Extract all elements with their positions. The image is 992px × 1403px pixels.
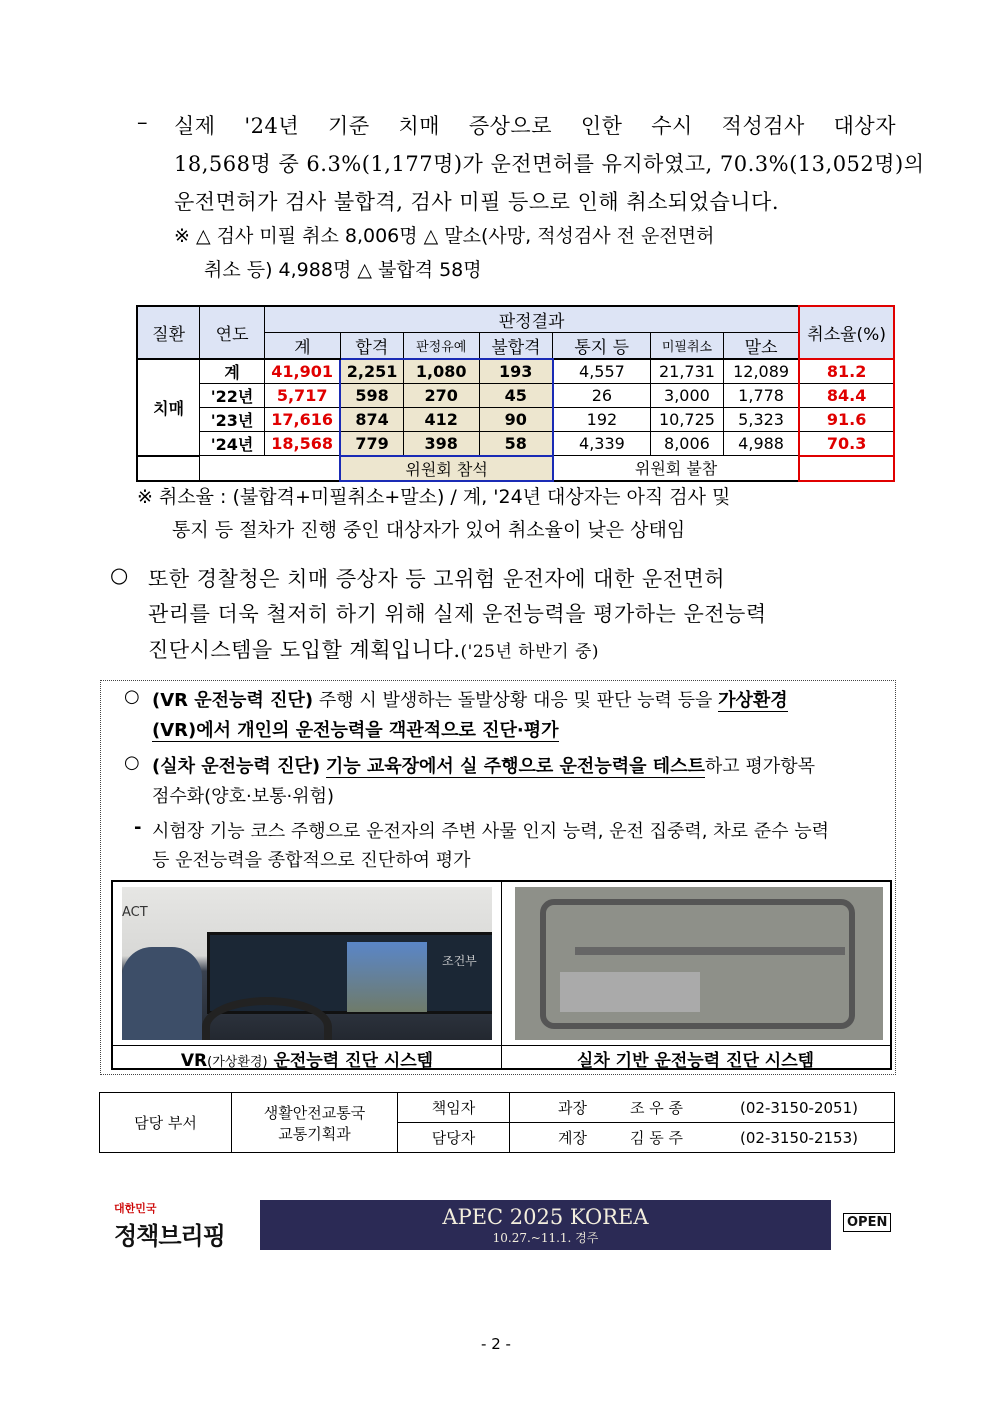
driving-course-aerial-photo	[515, 887, 883, 1040]
header-year: 연도	[200, 306, 265, 359]
logo-big-text: 정책브리핑	[114, 1222, 225, 1250]
para2-line-3: 진단시스템을 도입할 계획입니다.	[148, 638, 461, 662]
intro-note-1: ※ △ 검사 미필 취소 8,006명 △ 말소(사망, 적성검사 전 운전면허	[174, 225, 715, 247]
subheader-total: 계	[264, 333, 340, 360]
table-row	[137, 384, 894, 408]
photo-table	[111, 880, 892, 1070]
dept-bureau: 생활안전교통국	[263, 1103, 366, 1122]
value-cell: 412	[403, 408, 479, 432]
value-cell: 1,778	[723, 384, 799, 408]
contact-person	[510, 1123, 895, 1153]
real-car-text: 하고 평가항목	[704, 756, 815, 777]
value-cell: 4,988	[723, 432, 799, 456]
value-cell: 12,089	[723, 359, 799, 384]
vr-simulator-photo	[122, 887, 492, 1040]
logo-small-text: 대한민국	[114, 1202, 157, 1215]
value-cell: 598	[340, 384, 403, 408]
value-cell: 270	[403, 384, 479, 408]
detail-line-2: 등 운전능력을 종합적으로 진단하여 평가	[152, 850, 471, 871]
rate-cell: 81.2	[799, 359, 894, 384]
value-cell: 45	[479, 384, 553, 408]
year-cell: '24년	[200, 432, 265, 456]
detail-line-1: 시험장 기능 코스 주행으로 운전자의 주변 사물 인지 능력, 운전 집중력, 차로 준수 능력	[152, 821, 830, 842]
title: 계장	[558, 1129, 587, 1147]
para2-line-1: 또한 경찰청은 치매 증상자 등 고위험 운전자에 대한 운전면허	[148, 567, 726, 591]
disease-cell: 치매	[137, 359, 200, 456]
vr-underlined-1: 가상환경	[718, 690, 788, 711]
value-cell: 90	[479, 408, 553, 432]
intro-line-2: 18,568명 중 6.3%(1,177명)가 운전면허를 유지하였고, 70.3%(13,052명)의	[174, 152, 925, 176]
value-cell: 58	[479, 432, 553, 456]
year-cell: 계	[200, 359, 265, 384]
intro-line-3: 운전면허가 검사 불합격, 검사 미필 등으로 인해 취소되었습니다.	[174, 190, 780, 214]
value-cell: 398	[403, 432, 479, 456]
real-car-heading: (실차 운전능력 진단)	[152, 756, 321, 777]
subheader-pass: 합격	[340, 333, 403, 360]
caption-part: 운전능력 진단 시스템	[267, 1051, 434, 1071]
value-cell: 874	[340, 408, 403, 432]
header-rate: 취소율(%)	[799, 306, 894, 359]
vr-heading: (VR 운전능력 진단)	[152, 690, 314, 711]
banner-subtitle: 10.27.~11.1. 경주	[492, 1231, 599, 1245]
policy-briefing-logo	[114, 1200, 225, 1251]
value-cell: 3,000	[651, 384, 724, 408]
value-cell: 192	[553, 408, 651, 432]
table-row	[137, 408, 894, 432]
role: 책임자	[398, 1093, 510, 1123]
person-with-headset	[122, 947, 202, 1040]
intro-note-2: 취소 등) 4,988명 △ 불합격 58명	[204, 259, 482, 281]
value-cell: 26	[553, 384, 651, 408]
caption-part: VR	[180, 1051, 208, 1071]
value-cell: 17,616	[264, 408, 340, 432]
value-cell: 21,731	[651, 359, 724, 384]
value-cell: 5,717	[264, 384, 340, 408]
role: 담당자	[398, 1123, 510, 1153]
value-cell: 193	[479, 359, 553, 384]
dash-bullet: -	[134, 817, 142, 838]
intro-line-1: 실제 '24년 기준 치매 증상으로 인한 수시 적성검사 대상자	[174, 114, 896, 138]
footer-empty	[137, 456, 200, 481]
contact-person	[510, 1093, 895, 1123]
value-cell: 779	[340, 432, 403, 456]
sign-text: ACT	[122, 905, 148, 920]
real-car-caption: 실차 기반 운전능력 진단 시스템	[576, 1051, 815, 1071]
phone: (02-3150-2051)	[740, 1099, 858, 1117]
subheader-deferred: 판정유예	[403, 333, 479, 360]
circle-bullet: ○	[124, 686, 140, 707]
value-cell: 4,339	[553, 432, 651, 456]
page-number: - 2 -	[481, 1335, 511, 1353]
dept-division: 교통기획과	[278, 1124, 351, 1143]
real-car-underlined: 기능 교육장에서 실 주행으로 운전능력을 테스트	[325, 756, 705, 777]
subheader-fail: 불합격	[479, 333, 553, 360]
dementia-stats-table	[136, 305, 895, 482]
rate-cell: 84.4	[799, 384, 894, 408]
circle-bullet: ○	[110, 563, 129, 587]
dept-label: 담당 부서	[100, 1093, 232, 1153]
vr-underlined-2: (VR)에서 개인의 운전능력을 객관적으로 진단·평가	[152, 720, 559, 741]
column-divider	[501, 882, 502, 1068]
header-disease: 질환	[137, 306, 200, 359]
committee-absent: 위원회 불참	[553, 456, 799, 481]
value-cell: 8,006	[651, 432, 724, 456]
committee-attend: 위원회 참석	[340, 456, 552, 481]
table-note-2: 통지 등 절차가 진행 중인 대상자가 있어 취소율이 낮은 상태임	[172, 519, 686, 541]
value-cell: 18,568	[264, 432, 340, 456]
screen-text: 조건부	[442, 954, 477, 968]
para2-line-2: 관리를 더욱 철저히 하기 위해 실제 운전능력을 평가하는 운전능력	[148, 602, 767, 626]
parking-area	[560, 972, 700, 1012]
name: 김 동 주	[630, 1129, 684, 1147]
subheader-untested: 미필취소	[651, 333, 724, 360]
value-cell: 1,080	[403, 359, 479, 384]
apec-banner[interactable]	[260, 1200, 831, 1250]
value-cell: 10,725	[651, 408, 724, 432]
name: 조 우 종	[630, 1099, 684, 1117]
course-road	[575, 947, 845, 955]
value-cell: 5,323	[723, 408, 799, 432]
year-cell: '22년	[200, 384, 265, 408]
rate-cell: 91.6	[799, 408, 894, 432]
value-cell: 4,557	[553, 359, 651, 384]
table-row	[137, 359, 894, 384]
phone: (02-3150-2153)	[740, 1129, 858, 1147]
banner-title: APEC 2025 KOREA	[442, 1205, 649, 1229]
subheader-notice: 통지 등	[553, 333, 651, 360]
value-cell: 2,251	[340, 359, 403, 384]
footer-empty	[799, 456, 894, 481]
dash-bullet: –	[137, 110, 148, 134]
road-screen	[347, 942, 427, 1012]
value-cell: 41,901	[264, 359, 340, 384]
subheader-revoked: 말소	[723, 333, 799, 360]
title: 과장	[558, 1099, 587, 1117]
vr-caption	[113, 1046, 501, 1071]
caption-part: (가상환경)	[207, 1055, 268, 1070]
circle-bullet: ○	[124, 752, 140, 773]
para2-suffix: ('25년 하반기 중)	[460, 642, 600, 662]
footer-empty	[200, 456, 341, 481]
table-note-1: ※ 취소율 : (불합격+미필취소+말소) / 계, '24년 대상자는 아직 검사 및	[137, 486, 731, 508]
year-cell: '23년	[200, 408, 265, 432]
dept-name	[232, 1093, 398, 1153]
contact-table	[99, 1092, 895, 1153]
rate-cell: 70.3	[799, 432, 894, 456]
header-result: 판정결과	[264, 306, 799, 333]
vr-text: 주행 시 발생하는 돌발상황 대응 및 판단 능력 등을	[313, 690, 719, 711]
open-license-badge: OPEN	[843, 1213, 891, 1232]
real-car-line-2: 점수화(양호·보통·위험)	[152, 786, 334, 807]
table-row	[137, 432, 894, 456]
